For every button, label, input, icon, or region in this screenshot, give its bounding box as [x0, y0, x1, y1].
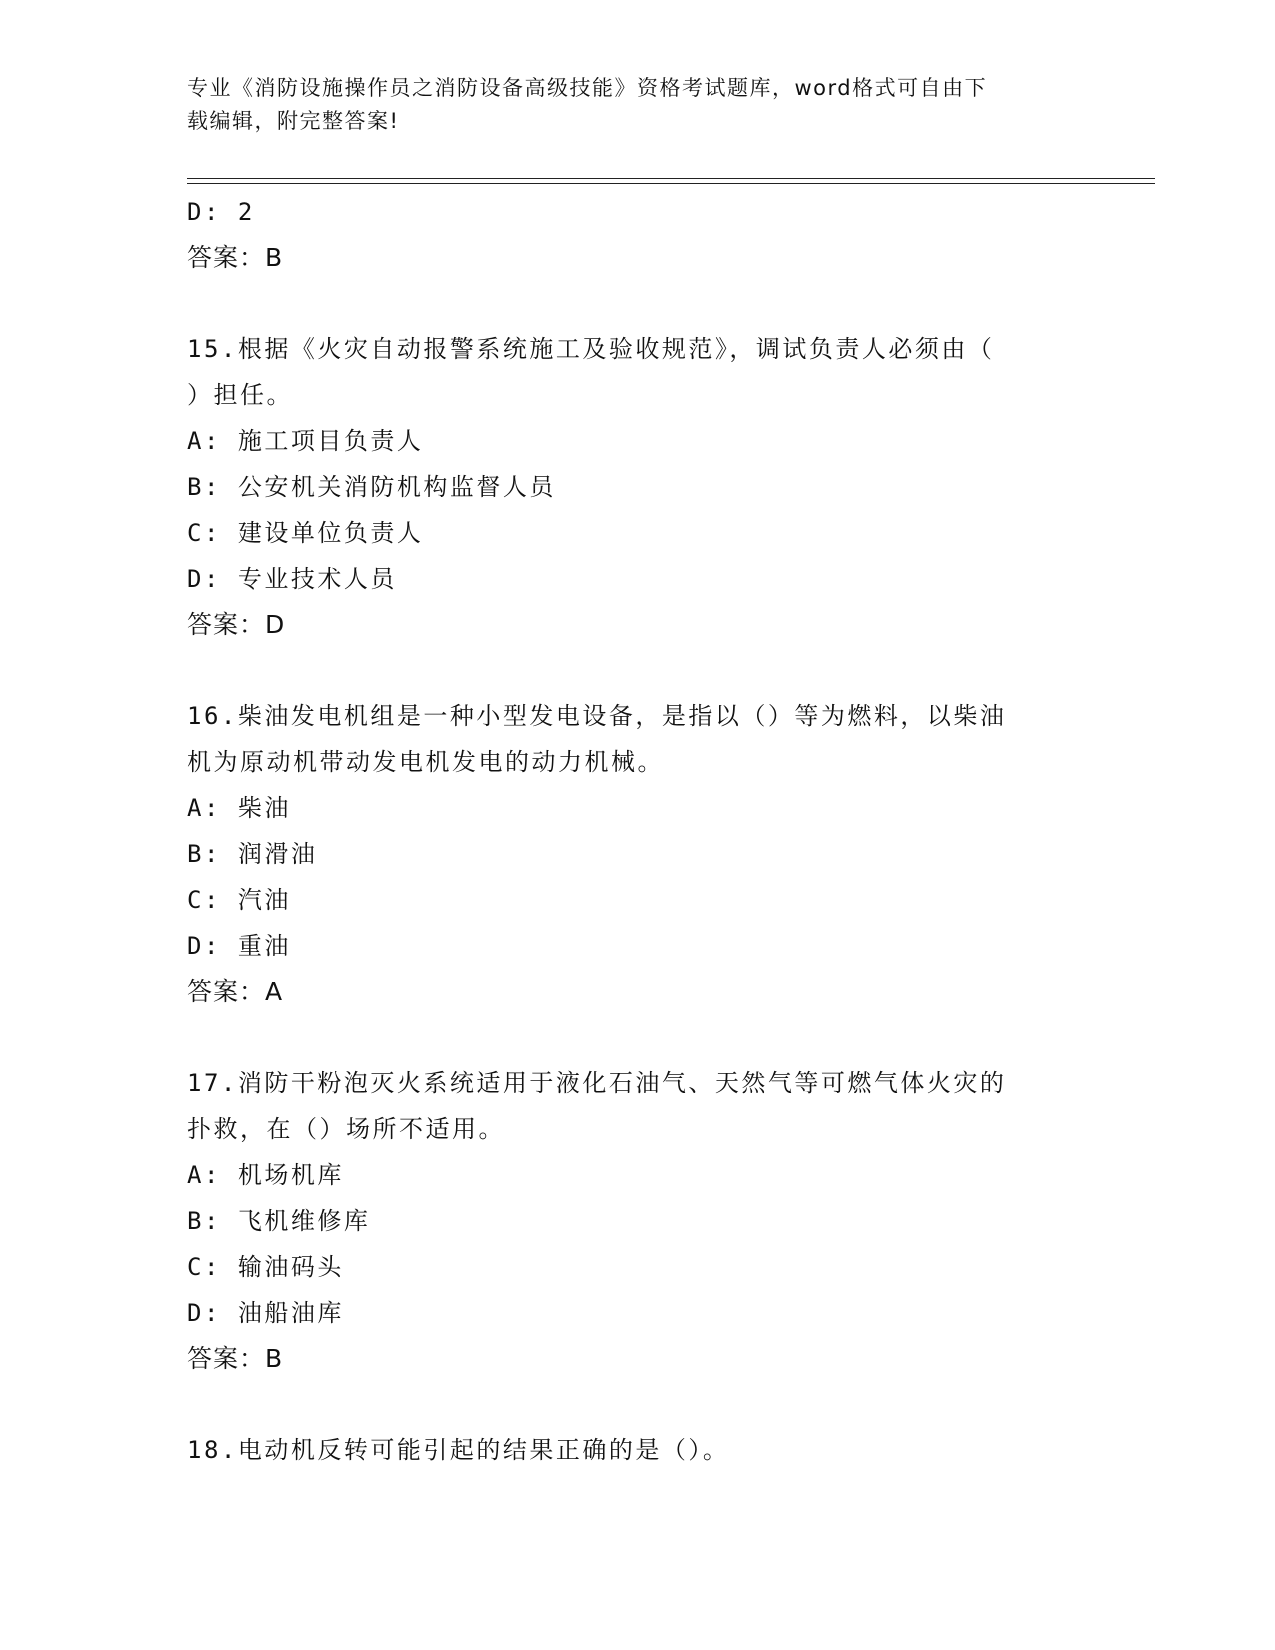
question-stem-line: 扑救，在（）场所不适用。: [187, 1115, 505, 1143]
answer-line: 答案：A: [187, 977, 284, 1006]
option-d: D: 油船油库: [187, 1299, 344, 1327]
header-divider-bottom: [187, 183, 1155, 184]
document-header: [187, 72, 1067, 138]
question-15: [187, 326, 1087, 648]
option-c: C: 建设单位负责人: [187, 519, 424, 547]
question-stem-line: 16.柴油发电机组是一种小型发电设备，是指以（）等为燃料，以柴油: [187, 702, 1007, 730]
answer-line: 答案：D: [187, 610, 286, 639]
option-d: D: 2: [187, 198, 255, 226]
option-d: D: 重油: [187, 932, 291, 960]
option-c: C: 输油码头: [187, 1253, 344, 1281]
header-line-1: 专业《消防设施操作员之消防设备高级技能》资格考试题库，word格式可自由下: [187, 76, 988, 100]
question-list: [187, 189, 1087, 1473]
option-a: A: 柴油: [187, 794, 291, 822]
header-line-2: 载编辑，附完整答案!: [187, 109, 400, 133]
option-a: A: 施工项目负责人: [187, 427, 424, 455]
option-d: D: 专业技术人员: [187, 565, 397, 593]
question-stem-line: 15.根据《火灾自动报警系统施工及验收规范》，调试负责人必须由（: [187, 335, 995, 363]
header-divider-top: [187, 178, 1155, 179]
option-b: B: 润滑油: [187, 840, 318, 868]
option-b: B: 飞机维修库: [187, 1207, 371, 1235]
option-b: B: 公安机关消防机构监督人员: [187, 473, 556, 501]
question-stem-line: ）担任。: [187, 381, 293, 409]
previous-question-tail: [187, 189, 1087, 281]
answer-line: 答案：B: [187, 1344, 284, 1373]
question-stem-line: 17.消防干粉泡灭火系统适用于液化石油气、天然气等可燃气体火灾的: [187, 1069, 1007, 1097]
question-17: [187, 1060, 1087, 1382]
question-16: [187, 693, 1087, 1015]
option-a: A: 机场机库: [187, 1161, 344, 1189]
question-stem-line: 机为原动机带动发电机发电的动力机械。: [187, 748, 664, 776]
answer-line: 答案：B: [187, 243, 284, 272]
question-18: [187, 1427, 1087, 1473]
question-stem-line: 18.电动机反转可能引起的结果正确的是（）。: [187, 1436, 730, 1464]
option-c: C: 汽油: [187, 886, 291, 914]
